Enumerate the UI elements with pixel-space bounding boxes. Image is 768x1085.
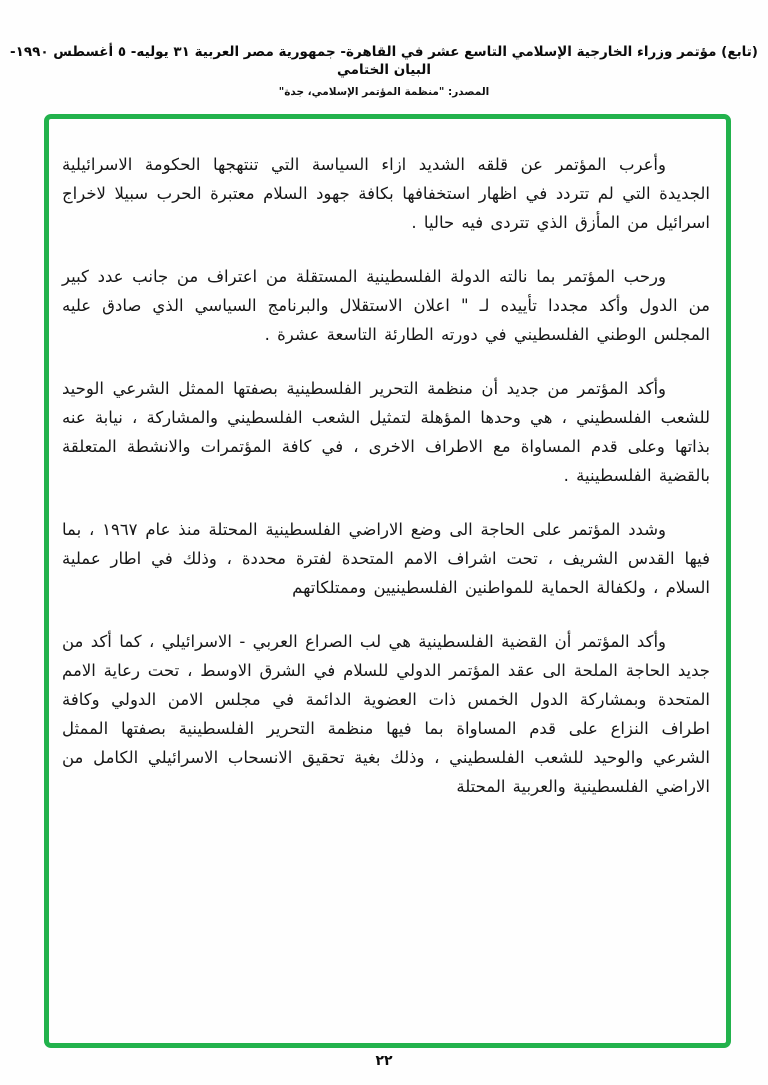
page-number: ٢٢ bbox=[375, 1053, 393, 1069]
document-header-title: (تابع) مؤتمر وزراء الخارجية الإسلامي التاسع عشر في القاهرة- جمهورية مصر العربية ٣١ يوليه- ٥ أغسطس ١٩٩٠- البيان الختامي bbox=[10, 44, 758, 78]
paragraph-welcome-palestinian-state: ورحب المؤتمر بما نالته الدولة الفلسطينية المستقلة من اعتراف من جانب عدد كبير من الدول وأكد مجددا تأييده لـ " اعلان الاستقلال والبرنامج السياسي الذي صادق عليه المجلس الوطني الفلسطيني في دورته الطارئة التاسعة عشرة . bbox=[62, 267, 710, 344]
document-body-text bbox=[62, 150, 710, 826]
paragraph-plo-sole-representative: وأكد المؤتمر من جديد أن منظمة التحرير الفلسطينية بصفتها الممثل الشرعي الوحيد للشعب الفلسطيني ، هي وحدها المؤهلة لتمثيل الشعب الفلسطيني والمشاركة ، نيابة عنه بذاتها وعلى قدم المساواة مع الاطراف الاخرى ، في كافة المؤتمرات والانشطة المتعلقة بالقضية الفلسطينية . bbox=[62, 379, 710, 485]
document-source-line: المصدر: "منظمة المؤتمر الإسلامي، جدة" bbox=[278, 86, 490, 99]
paragraph-un-supervision-territories: وشدد المؤتمر على الحاجة الى وضع الاراضي الفلسطينية المحتلة منذ عام ١٩٦٧ ، بما فيها القدس الشريف ، تحت اشراف الامم المتحدة لفترة محددة ، وذلك في اطار عملية السلام ، ولكفالة الحماية للمواطنين الفلسطينيين وممتلكاتهم bbox=[62, 520, 710, 597]
document-header bbox=[10, 44, 758, 98]
paragraph-concern-israeli-policy: وأعرب المؤتمر عن قلقه الشديد ازاء السياسة التي تنتهجها الحكومة الاسرائيلية الجديدة التي لم تتردد في اظهار استخفافها بكافة جهود السلام معتبرة الحرب سبيلا لاخراج اسرائيل من المأزق الذي تتردى فيه حاليا . bbox=[62, 155, 710, 232]
paragraph-core-of-conflict-peace-conference: وأكد المؤتمر أن القضية الفلسطينية هي لب الصراع العربي - الاسرائيلي ، كما أكد من جديد الحاجة الملحة الى عقد المؤتمر الدولي للسلام في الشرق الاوسط ، تحت رعاية الامم المتحدة وبمشاركة الدول الخمس ذات العضوية الدائمة في مجلس الامن الدولي وكافة اطراف النزاع على قدم المساواة بما فيها منظمة التحرير الفلسطينية بصفتها الممثل الشرعي والوحيد للشعب الفلسطيني ، وذلك بغية تحقيق الانسحاب الاسرائيلي الكامل من الاراضي الفلسطينية والعربية المحتلة bbox=[62, 632, 710, 796]
